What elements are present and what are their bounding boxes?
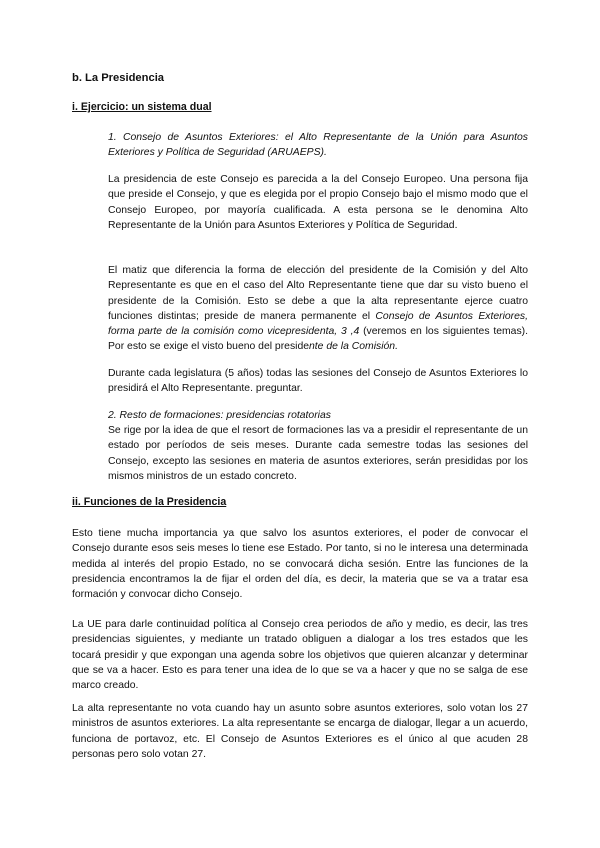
subsection-heading-ejercicio: i. Ejercicio: un sistema dual (72, 101, 212, 113)
paragraph-matiz-eleccion (108, 263, 528, 355)
section-heading: b. La Presidencia (72, 72, 165, 84)
italic-text: Consejo de Asuntos Exteriores, forma parte de la comisión como vicepresidenta, 3 ,4 (108, 310, 528, 338)
paragraph-continuidad-politica: La UE para darle continuidad política al Consejo crea periodos de año y medio, es decir, las tres presidencias siguientes, y mediante un tratado obliguen a dialogar a los tres estados que les tocará presidir y que expongan una agenda sobre los objetivos que quieren alcanzar y determinar que se va a hacer. Esto es para tener una idea de lo que se va a hacer y que no se salga de ese marco creado. (72, 619, 528, 692)
paragraph-legislatura: Durante cada legislatura (5 años) todas las sesiones del Consejo de Asuntos Exteriores lo presidirá el Alto Representante. preguntar. (108, 368, 528, 395)
italic-text: nte de la Comisión. (309, 341, 398, 353)
paragraph-text: El matiz que diferencia la forma de elección del presidente de la Comisión y del Alto Representante es que en el caso del Alto Representante tiene que dar su visto bueno el presidente de la Comisión. Esto se debe a que la alta representante ejerce cuatro funciones distintas; preside de manera permanente el (108, 265, 528, 322)
subsection-heading-funciones: ii. Funciones de la Presidencia (72, 496, 227, 508)
paragraph-presidencia-consejo: La presidencia de este Consejo es parecida a la del Consejo Europeo. Una persona fija que preside el Consejo, y que es elegida por el propio Consejo bajo el mismo modo que el Consejo Europeo, por mayoría cualificada. A esta persona se le denomina Alto Representante de la Unión para Asuntos Exteriores y Política de Seguridad. (108, 174, 528, 231)
paragraph-presidencias-rotatorias: Se rige por la idea de que el resort de formaciones las va a presidir el representante de un estado por períodos de seis meses. Durante cada semestre todas las sesiones del Consejo, excepto las sesiones en materia de asuntos exteriores, serán presididas por los mismos ministros de un estado concreto. (108, 425, 528, 482)
paragraph-text: (veremos en los siguientes temas). Por esto se exige el visto bueno del preside (108, 326, 528, 353)
resto-formaciones-title: 2. Resto de formaciones: presidencias rotatorias (108, 410, 331, 421)
consejo-asuntos-exteriores-title: 1. Consejo de Asuntos Exteriores: el Alto Representante de la Unión para Asuntos Exteriores y Política de Seguridad (ARUAEPS). (108, 132, 528, 159)
paragraph-importancia: Esto tiene mucha importancia ya que salvo los asuntos exteriores, el poder de convocar el Consejo durante esos seis meses lo tiene ese Estado. Por tanto, si no le interesa una determinada medida al interés del propio Estado, no se convocará dicha sesión. Entre las funciones de la presidencia encontramos la de fijar el orden del día, es decir, la materia que se va a tratar esa formación y convocar dicho Consejo. (72, 528, 528, 601)
paragraph-alta-representante-voto: La alta representante no vota cuando hay un asunto sobre asuntos exteriores, solo votan los 27 ministros de asuntos exteriores. La alta representante se encarga de dialogar, llegar a un acuerdo, funciona de portavoz, etc. El Consejo de Asuntos Exteriores es el único al que acuden 28 personas pero solo votan 27. (72, 703, 528, 760)
